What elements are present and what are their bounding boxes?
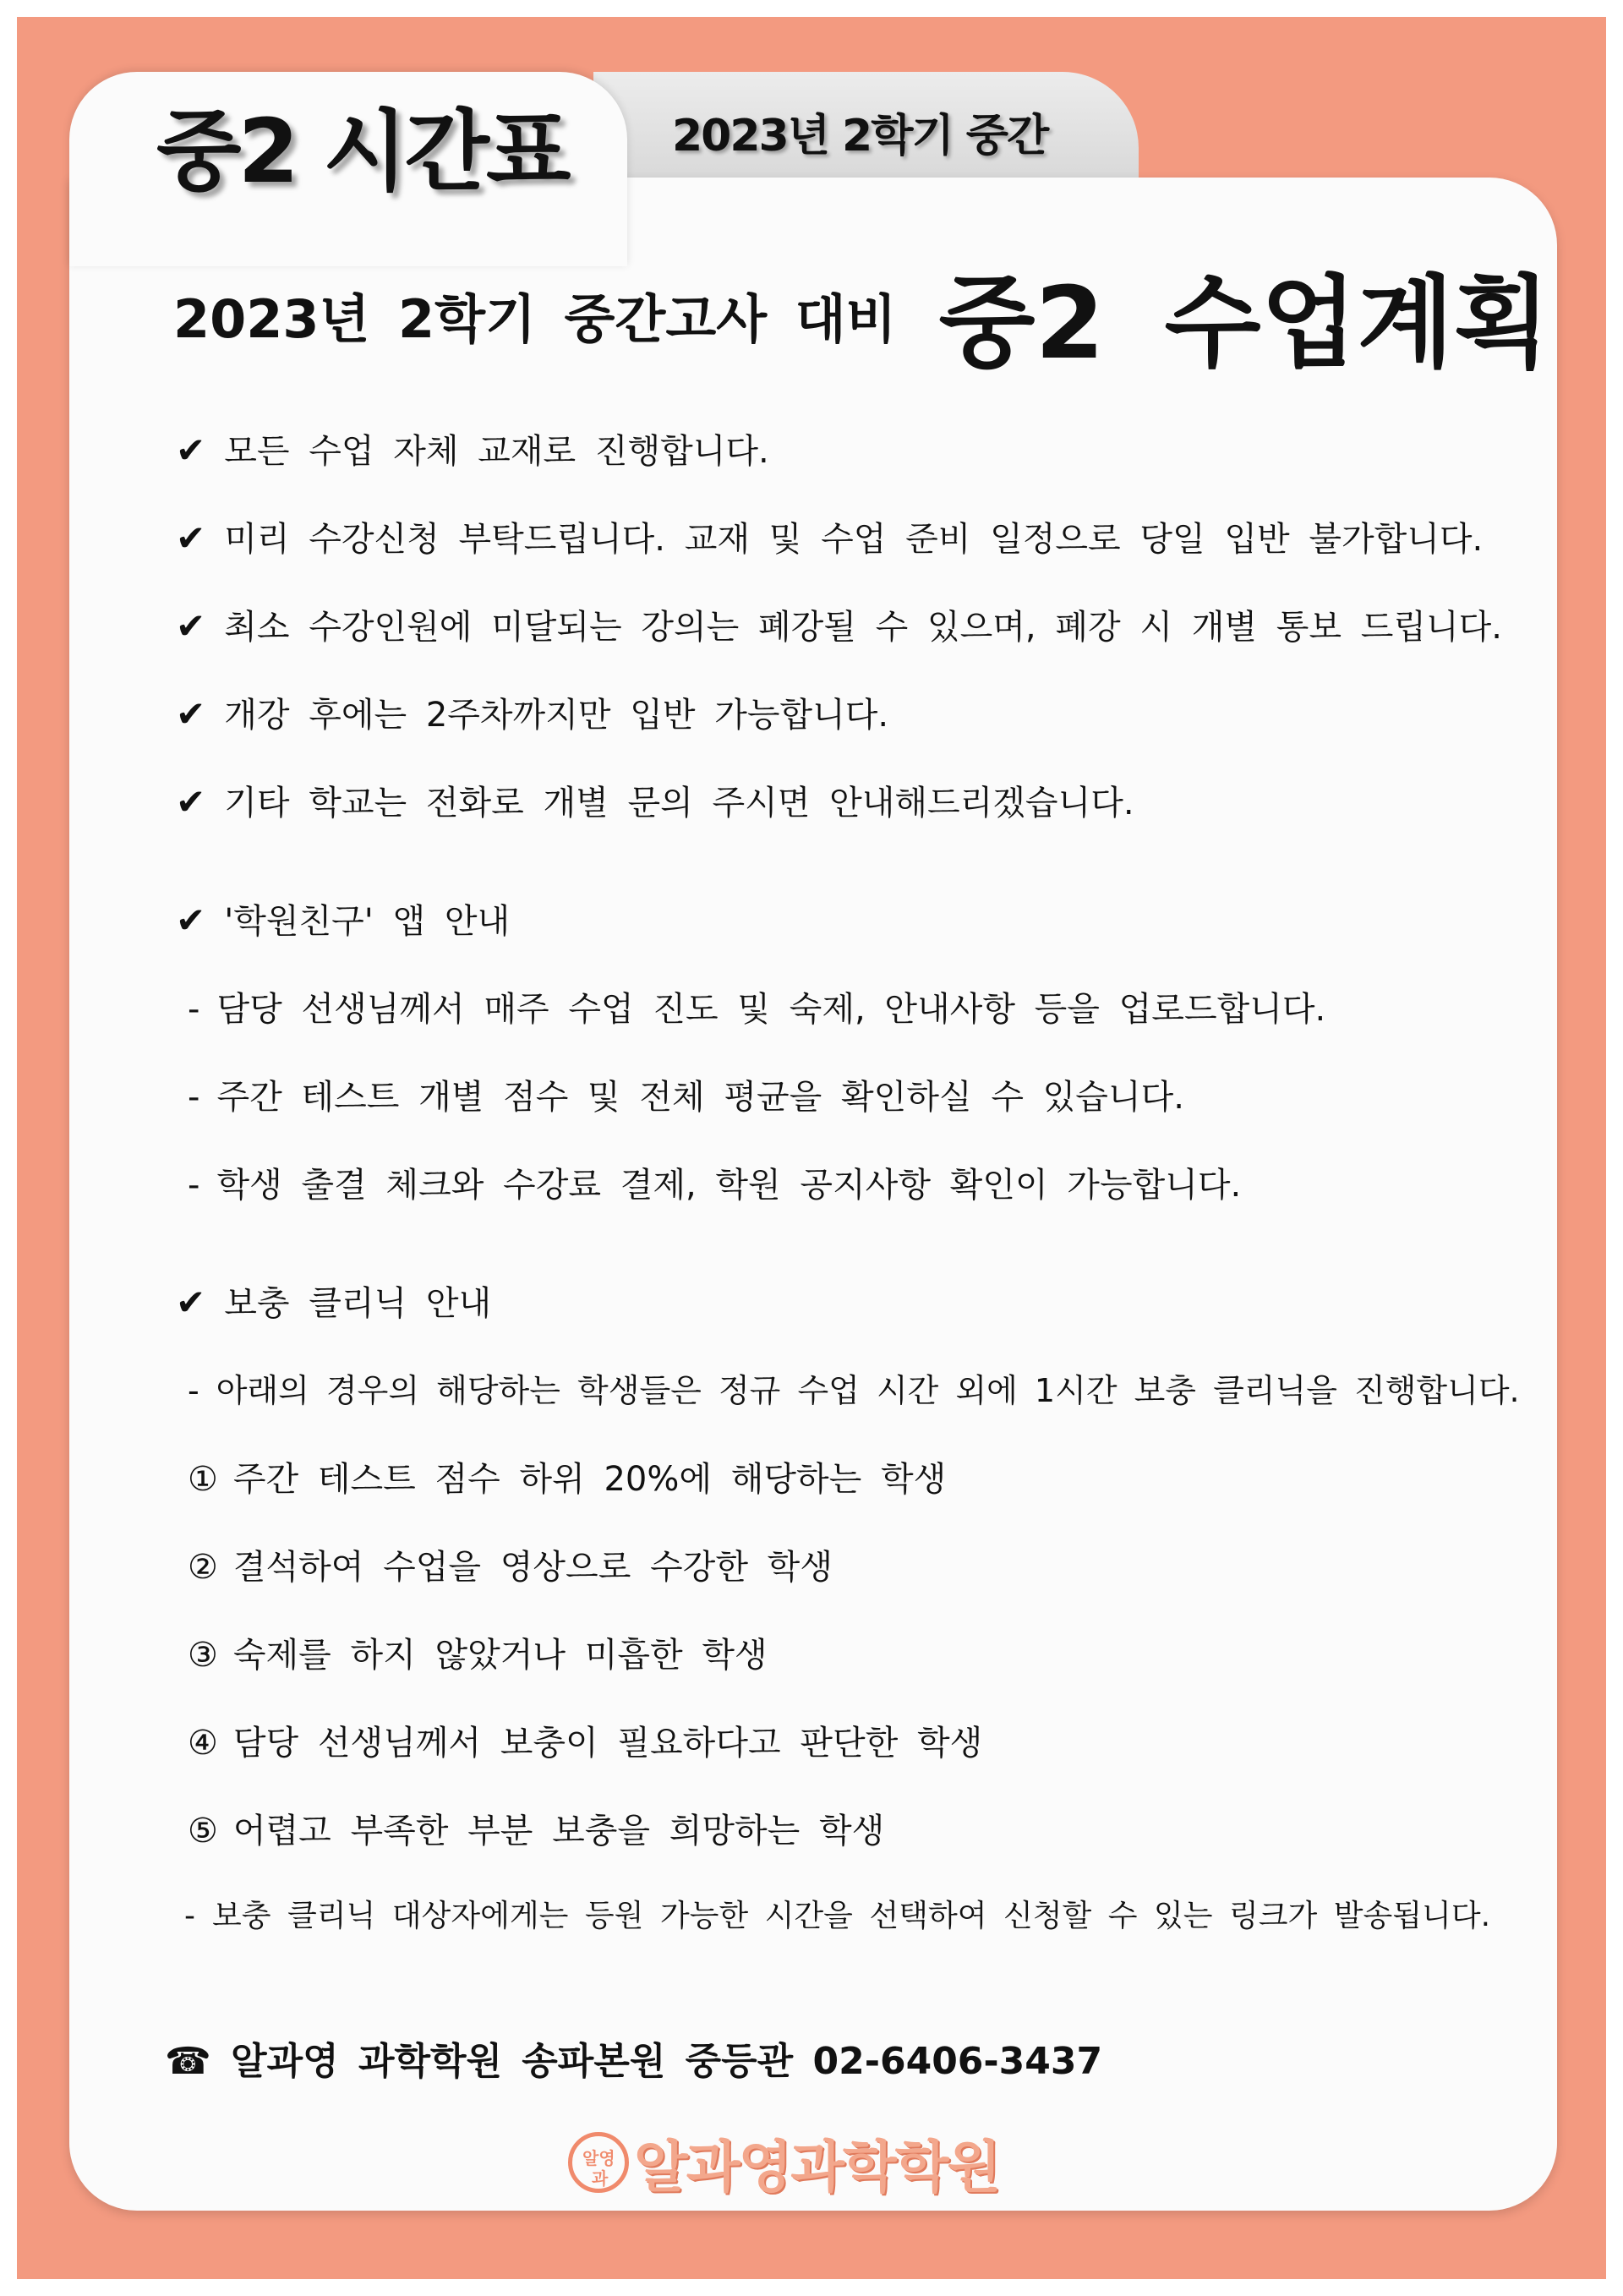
clinic-case: ④ 담당 선생님께서 보충이 필요하다고 판단한 학생 bbox=[188, 1724, 983, 1763]
rule-item: ✔ 개강 후에는 2주차까지만 입반 가능합니다. bbox=[176, 693, 889, 735]
clinic-section-title: ✔ 보충 클리닉 안내 bbox=[176, 1282, 492, 1323]
app-section-item: - 학생 출결 체크와 수강료 결제, 학원 공지사항 확인이 가능합니다. bbox=[188, 1166, 1242, 1205]
academy-logo-text: 알과영과학학원 bbox=[634, 2135, 1000, 2200]
check-icon: ✔ bbox=[176, 429, 206, 471]
check-icon: ✔ bbox=[176, 1282, 206, 1323]
clinic-case: ⑤ 어렵고 부족한 부분 보충을 희망하는 학생 bbox=[188, 1812, 885, 1850]
app-section-item: - 주간 테스트 개별 점수 및 전체 평균을 확인하실 수 있습니다. bbox=[188, 1078, 1184, 1117]
page-title-prefix: 2023년 2학기 중간고사 대비 bbox=[173, 287, 897, 350]
clinic-intro: - 아래의 경우의 해당하는 학생들은 정규 수업 시간 외에 1시간 보충 클리닉을 진행합니다. bbox=[188, 1372, 1520, 1409]
check-icon: ✔ bbox=[176, 517, 206, 559]
clinic-case: ③ 숙제를 하지 않았거나 미흡한 학생 bbox=[188, 1636, 768, 1675]
check-icon: ✔ bbox=[176, 605, 206, 647]
clinic-case: ② 결석하여 수업을 영상으로 수강한 학생 bbox=[188, 1548, 833, 1587]
check-icon: ✔ bbox=[176, 781, 206, 823]
page-title-main: 중2 수업계획 bbox=[938, 265, 1550, 381]
contact-line bbox=[165, 2031, 1102, 2085]
rule-item: ✔ 모든 수업 자체 교재로 진행합니다. bbox=[176, 429, 769, 471]
app-section-title: ✔ '학원친구' 앱 안내 bbox=[176, 899, 511, 941]
title-tab-label: 중2 시간표 bbox=[156, 100, 568, 203]
academy-logo bbox=[568, 2122, 999, 2202]
app-section-item: - 담당 선생님께서 매주 수업 진도 및 숙제, 안내사항 등을 업로드합니다. bbox=[188, 990, 1326, 1029]
phone-icon: ☎ bbox=[165, 2040, 211, 2083]
subtitle-tab-label: 2023년 2학기 중간 bbox=[672, 111, 1048, 161]
check-icon: ✔ bbox=[176, 693, 206, 735]
contact-text: 알과영 과학학원 송파본원 중등관 02-6406-3437 bbox=[231, 2040, 1103, 2083]
clinic-case: ① 주간 테스트 점수 하위 20%에 해당하는 학생 bbox=[188, 1460, 947, 1499]
page-title bbox=[173, 247, 1550, 382]
rule-item: ✔ 최소 수강인원에 미달되는 강의는 폐강될 수 있으며, 폐강 시 개별 통보 드립니다. bbox=[176, 605, 1502, 647]
academy-logo-mark: 알영 과 bbox=[568, 2132, 629, 2193]
rule-item: ✔ 기타 학교는 전화로 개별 문의 주시면 안내해드리겠습니다. bbox=[176, 781, 1134, 823]
check-icon: ✔ bbox=[176, 899, 206, 941]
rule-item: ✔ 미리 수강신청 부탁드립니다. 교재 및 수업 준비 일정으로 당일 입반 불가합니다. bbox=[176, 517, 1484, 559]
clinic-note: - 보충 클리닉 대상자에게는 등원 가능한 시간을 선택하여 신청할 수 있는 링크가 발송됩니다. bbox=[184, 1899, 1491, 1933]
